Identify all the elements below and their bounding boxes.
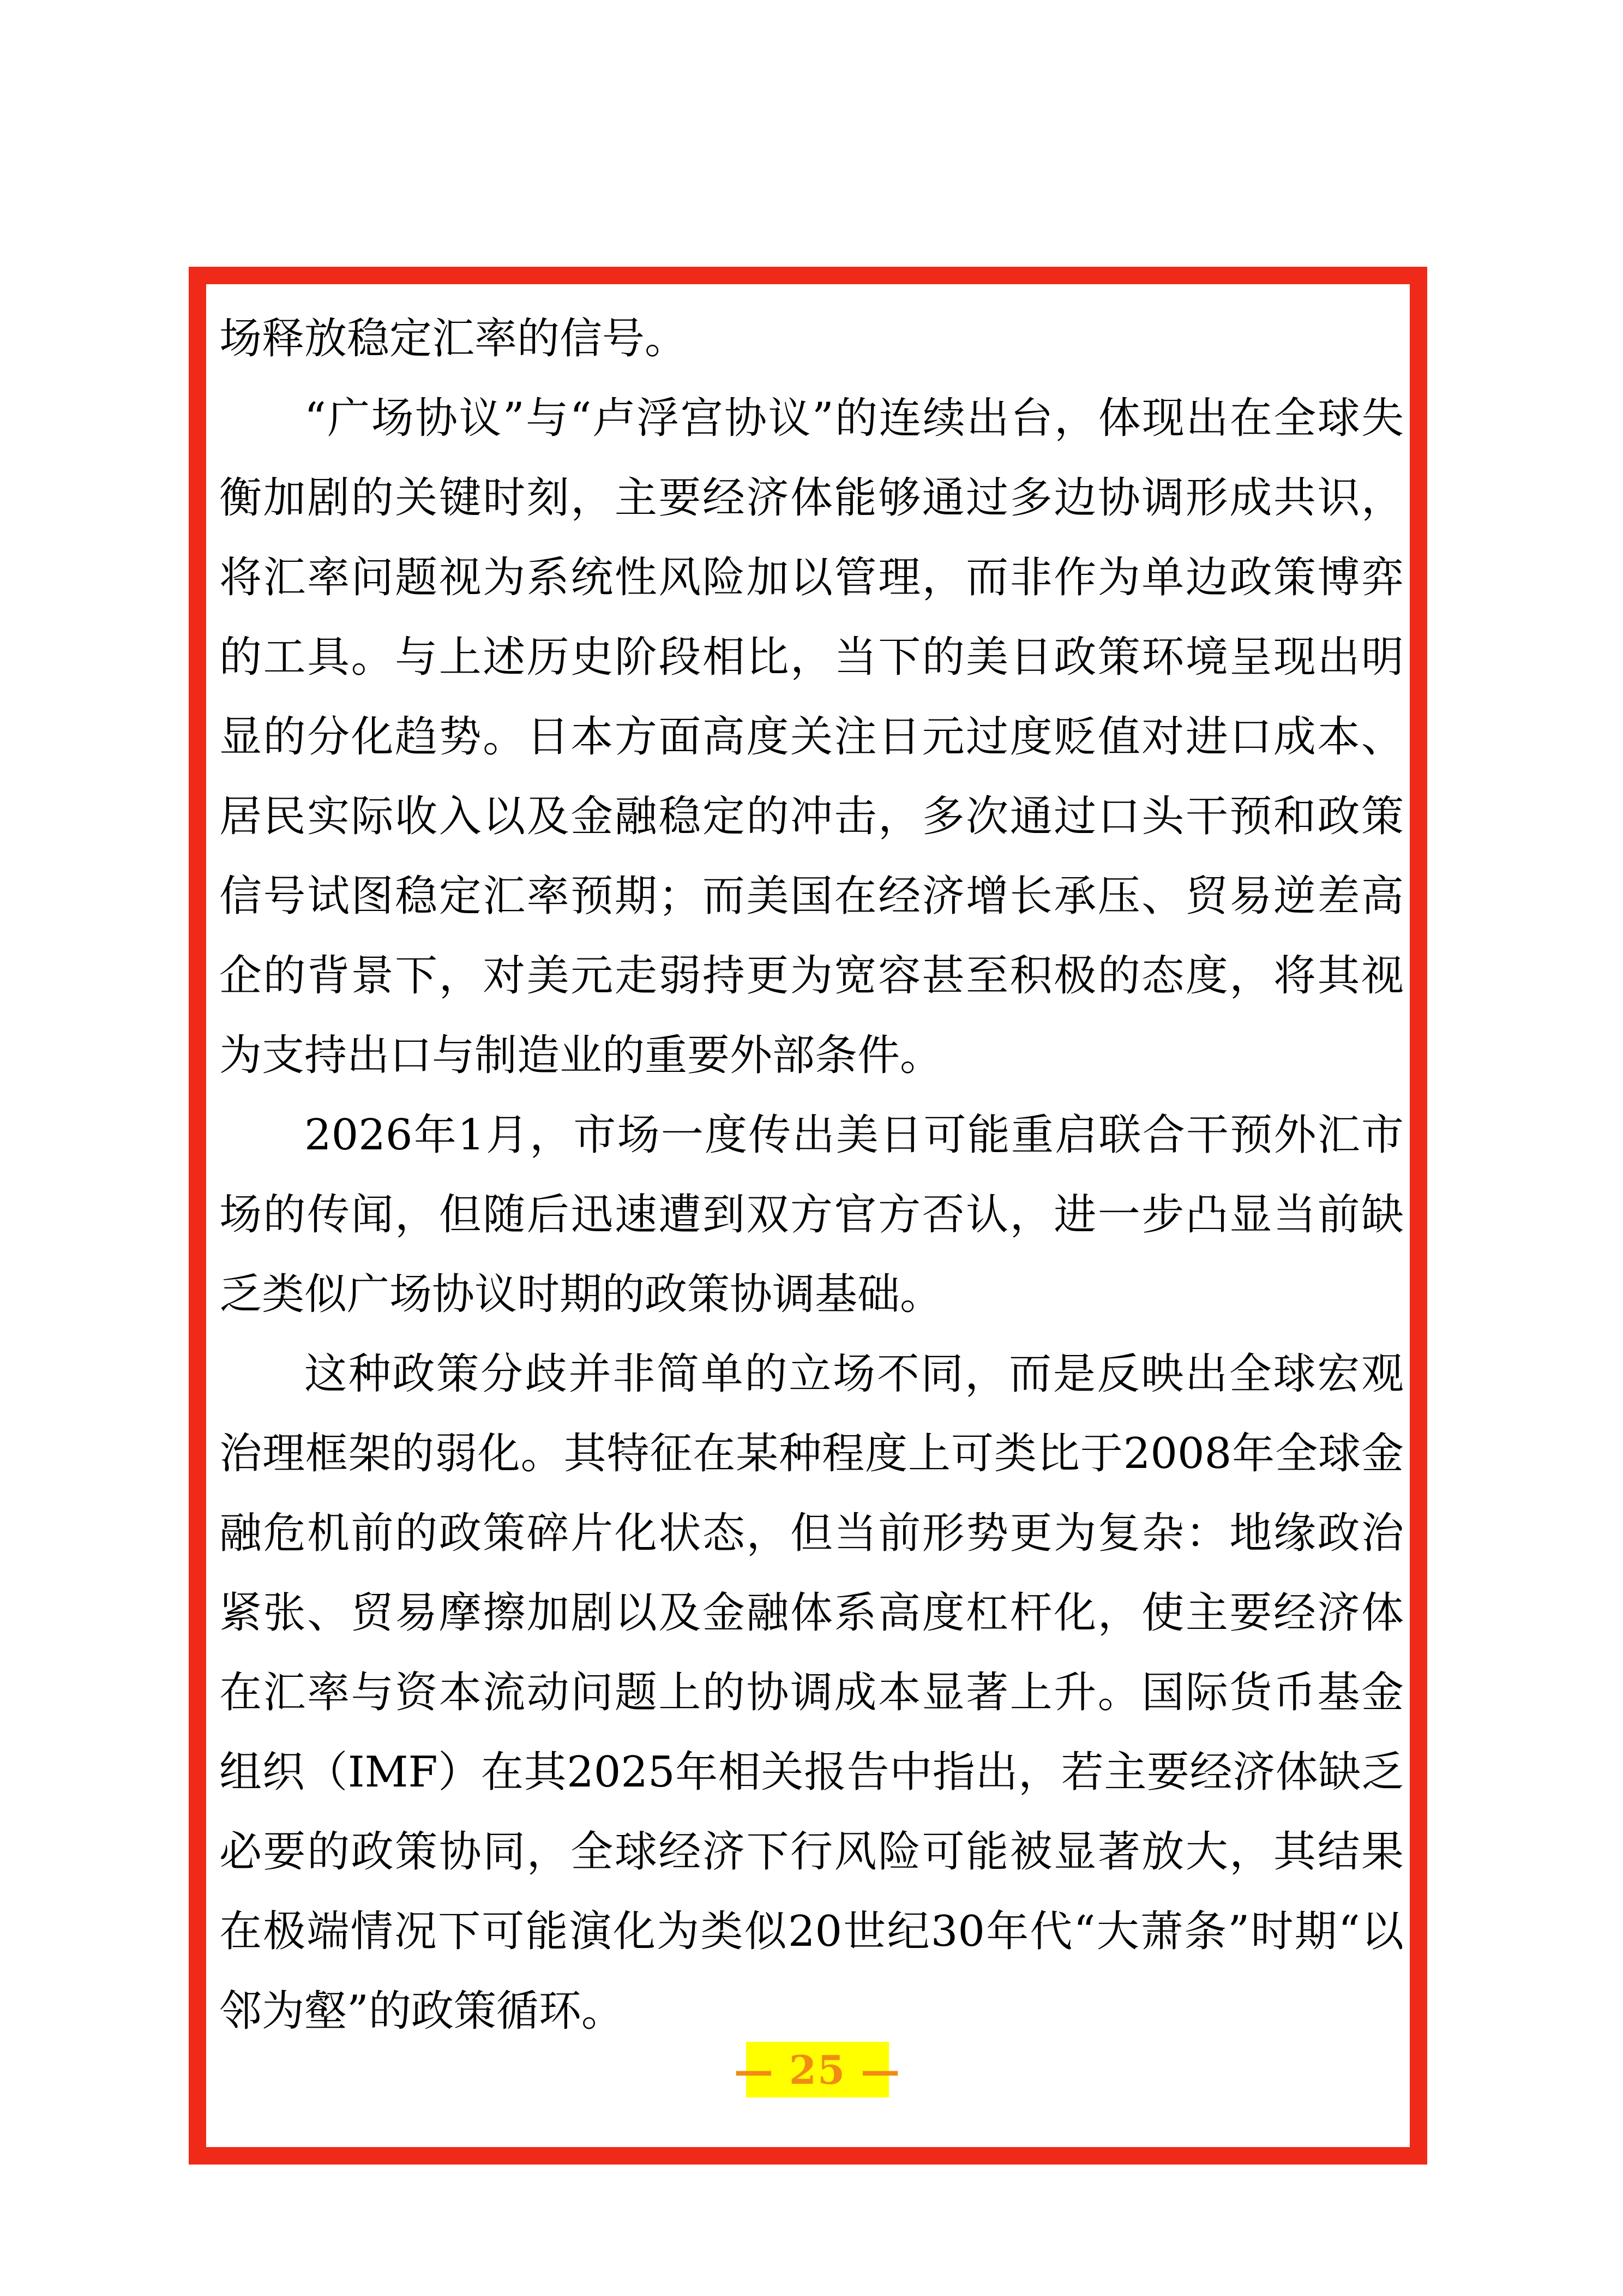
paragraph-plaza-louvre-accords: “广场协议”与“卢浮宫协议”的连续出台，体现出在全球失衡加剧的关键时刻，主要经济体能够通过多边协调形成共识，将汇率问题视为系统性风险加以管理，而非作为单边政策博弈的工具。与上述历史阶段相比，当下的美日政策环境呈现出明显的分化趋势。日本方面高度关注日元过度贬值对进口成本、居民实际收入以及金融稳定的冲击，多次通过口头干预和政策信号试图稳定汇率预期；而美国在经济增长承压、贸易逆差高企的背景下，对美元走弱持更为宽容甚至积极的态度，将其视为支持出口与制造业的重要外部条件。 [219,394,1404,1080]
paragraph-2026-rumor: 2026年1月，市场一度传出美日可能重启联合干预外汇市场的传闻，但随后迅速遭到双方官方否认，进一步凸显当前缺乏类似广场协议时期的政策协调基础。 [219,1111,1404,1319]
page-number: — 25 — [734,2046,901,2093]
paragraph-policy-divergence: 这种政策分歧并非简单的立场不同，而是反映出全球宏观治理框架的弱化。其特征在某种程度上可类比于2008年全球金融危机前的政策碎片化状态，但当前形势更为复杂：地缘政治紧张、贸易摩擦加剧以及金融体系高度杠杆化，使主要经济体在汇率与资本流动问题上的协调成本显著上升。国际货币基金组织（IMF）在其2025年相关报告中指出，若主要经济体缺乏必要的政策协同，全球经济下行风险可能被显著放大，其结果在极端情况下可能演化为类似20世纪30年代“大萧条”时期“以邻为壑”的政策循环。 [219,1350,1404,2036]
page-number-highlight [734,2042,901,2097]
paragraph-continuation: 场释放稳定汇率的信号。 [219,314,688,363]
document-body [219,299,1404,2051]
